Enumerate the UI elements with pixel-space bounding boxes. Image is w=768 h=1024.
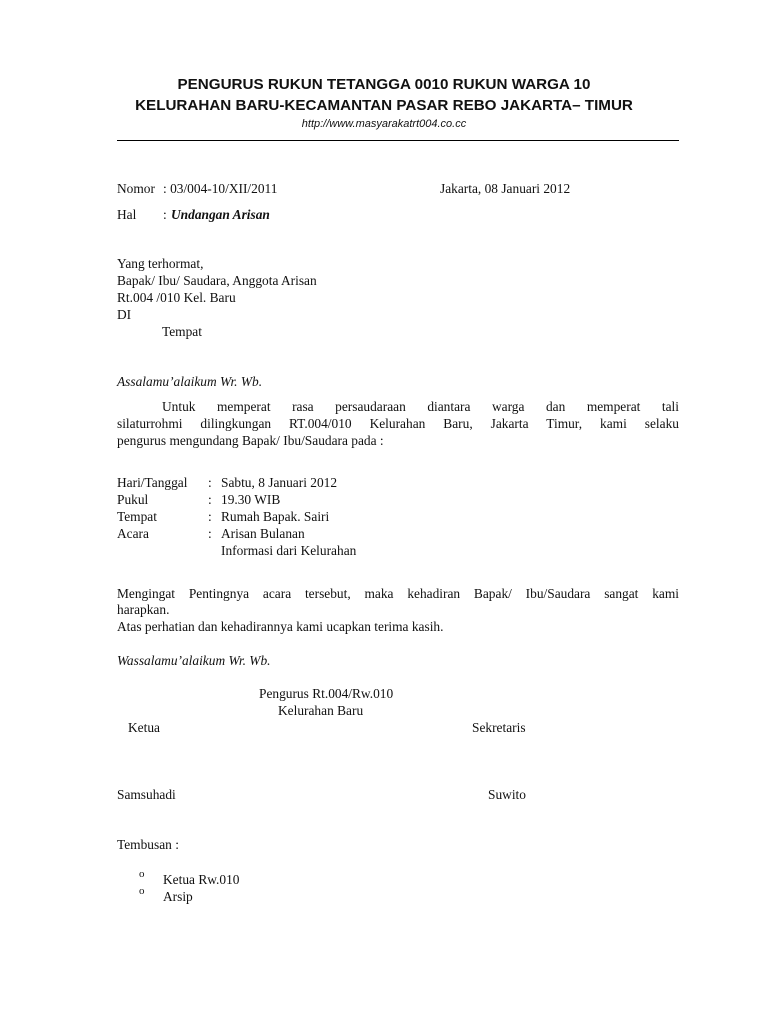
greeting: Assalamu’alaikum Wr. Wb. — [117, 374, 263, 389]
detail-label: Pukul — [117, 492, 149, 507]
bullet-icon: o — [139, 885, 145, 897]
tembusan-item: Ketua Rw.010 — [163, 872, 240, 887]
letterhead-rule — [117, 140, 679, 141]
hal-label: Hal — [117, 207, 137, 222]
detail-colon: : — [208, 526, 212, 541]
sekretaris-title: Sekretaris — [472, 720, 526, 735]
detail-colon: : — [208, 475, 212, 490]
detail-value: 19.30 WIB — [221, 492, 281, 507]
letterhead-line-1: PENGURUS RUKUN TETANGGA 0010 RUKUN WARGA 10 — [177, 76, 591, 93]
body-line-1: Untuk memperat rasa persaudaraan diantara warga dan memperat tali — [162, 399, 679, 414]
detail-value: Rumah Bapak. Sairi — [221, 509, 330, 524]
hal-subject: Undangan Arisan — [171, 207, 270, 222]
detail-value: Informasi dari Kelurahan — [221, 543, 357, 558]
detail-label: Tempat — [117, 509, 157, 524]
signature-org-line-2: Kelurahan Baru — [278, 703, 364, 718]
letterhead-line-2: KELURAHAN BARU-KECAMANTAN PASAR REBO JAKARTA– TIMUR — [135, 97, 633, 114]
hal-colon: : — [163, 207, 167, 222]
recipient-line-2: Bapak/ Ibu/ Saudara, Anggota Arisan — [117, 273, 317, 288]
closing-line-1: Mengingat Pentingnya acara tersebut, maka kehadiran Bapak/ Ibu/Saudara sangat kami — [117, 586, 679, 601]
closing-line-3: Atas perhatian dan kehadirannya kami ucapkan terima kasih. — [117, 619, 444, 634]
detail-label: Acara — [117, 526, 149, 541]
closing-line-2: harapkan. — [117, 602, 170, 617]
ketua-name: Samsuhadi — [117, 787, 176, 802]
detail-value: Sabtu, 8 Januari 2012 — [221, 475, 338, 490]
letter-date: Jakarta, 08 Januari 2012 — [440, 181, 571, 196]
detail-value: Arisan Bulanan — [221, 526, 305, 541]
body-line-3: pengurus mengundang Bapak/ Ibu/Saudara pada : — [117, 433, 384, 448]
ketua-title: Ketua — [128, 720, 160, 735]
recipient-line-1: Yang terhormat, — [117, 256, 204, 271]
tembusan-title: Tembusan : — [117, 837, 179, 852]
recipient-line-4: DI — [117, 307, 132, 322]
tembusan-item: Arsip — [163, 889, 193, 904]
body-line-2: silaturrohmi dilingkungan RT.004/010 Kelurahan Baru, Jakarta Timur, kami selaku — [117, 416, 679, 431]
detail-colon: : — [208, 492, 212, 507]
sekretaris-name: Suwito — [488, 787, 526, 802]
nomor-value: : 03/004-10/XII/2011 — [163, 181, 278, 196]
bullet-icon: o — [139, 868, 145, 880]
nomor-label: Nomor — [117, 181, 155, 196]
recipient-line-3: Rt.004 /010 Kel. Baru — [117, 290, 236, 305]
letterhead-url: http://www.masyarakatrt004.co.cc — [301, 118, 467, 130]
detail-label: Hari/Tanggal — [117, 475, 188, 490]
recipient-line-5: Tempat — [162, 324, 202, 339]
detail-colon: : — [208, 509, 212, 524]
signature-org-line-1: Pengurus Rt.004/Rw.010 — [259, 686, 394, 701]
farewell: Wassalamu’alaikum Wr. Wb. — [117, 653, 271, 668]
